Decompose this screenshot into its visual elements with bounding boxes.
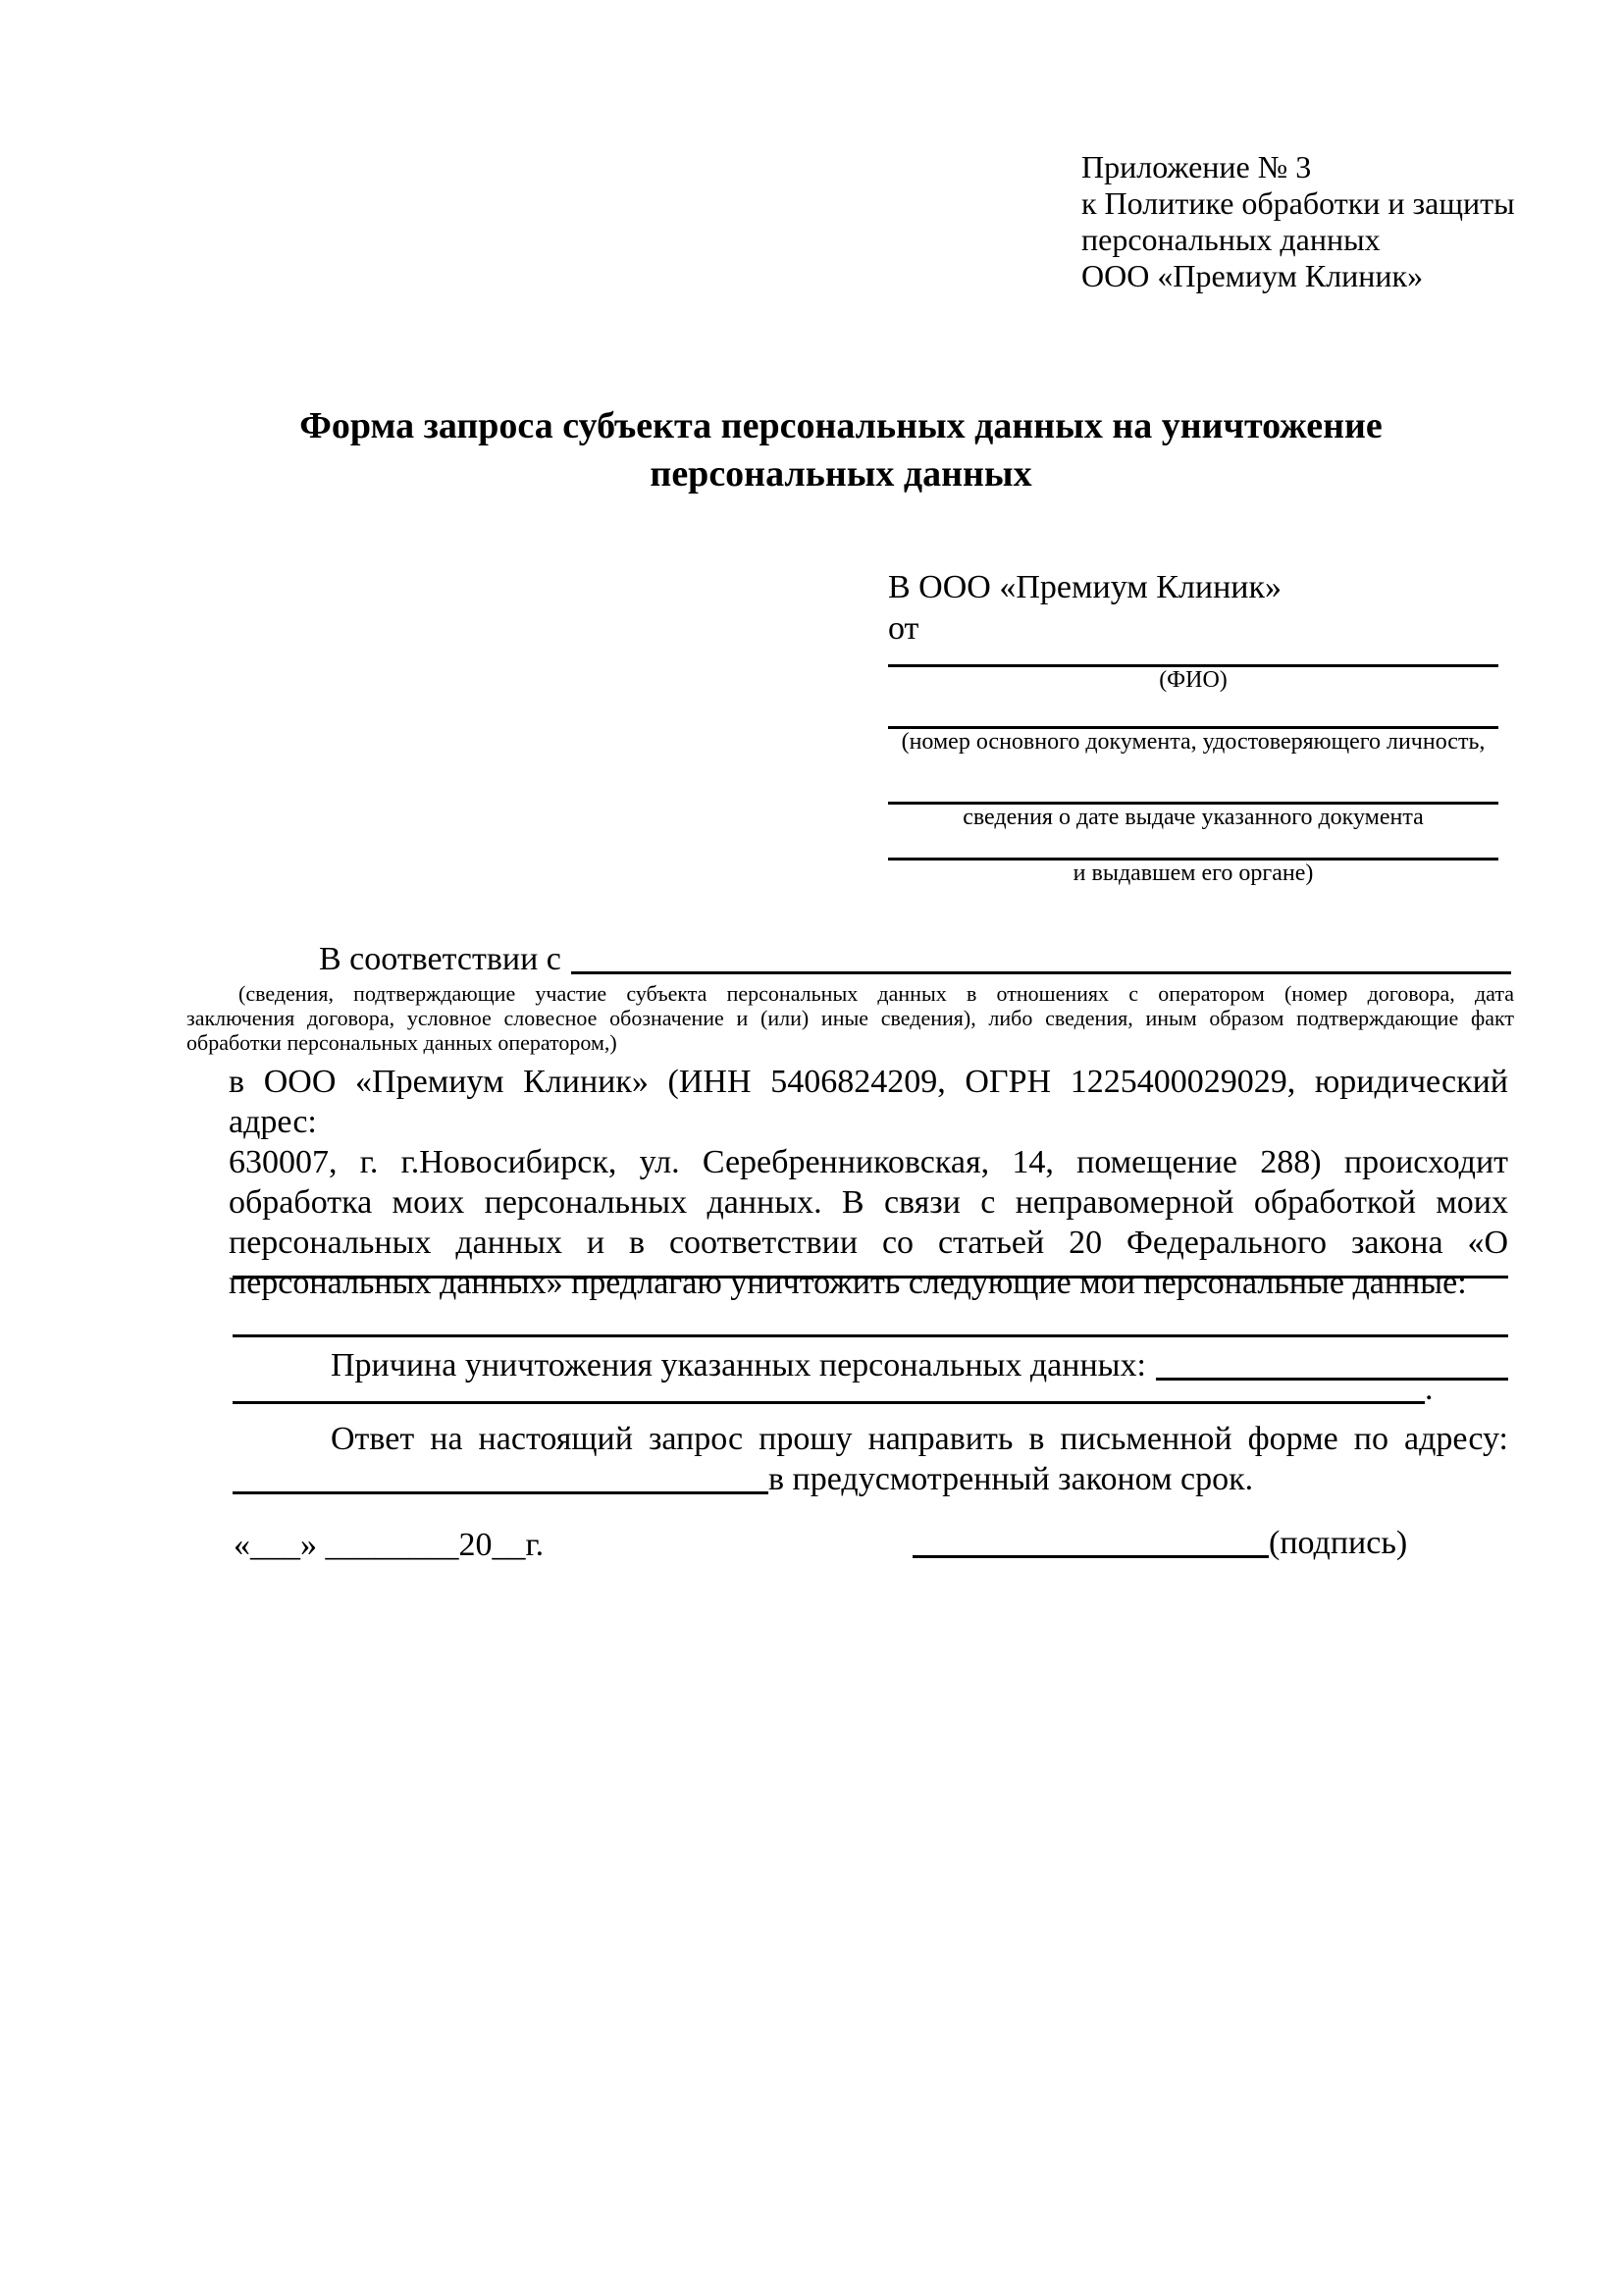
fio-caption: (ФИО)	[1159, 667, 1228, 693]
reason-period: .	[1425, 1371, 1434, 1407]
data-fill-line	[233, 1276, 1508, 1278]
answer-tail: в предусмотренный законом срок.	[768, 1461, 1254, 1497]
accordance-lead: В соответствии с	[319, 941, 561, 977]
doc-date-caption: сведения о дате выдаче указанного документа	[963, 805, 1424, 830]
accordance-note	[186, 981, 1514, 1055]
appendix-line: ООО «Премиум Клиник»	[1081, 258, 1424, 293]
doc-number-caption: (номер основного документа, удостоверяющего личность,	[901, 729, 1486, 755]
appendix-block	[1081, 149, 1515, 294]
data-fill-line	[233, 1334, 1508, 1337]
appendix-line: к Политике обработки и защиты	[1081, 185, 1515, 221]
addressee-to: В ООО «Премиум Клиник»	[888, 569, 1283, 605]
reason-continuation-row	[233, 1370, 1434, 1409]
appendix-line: персональных данных	[1081, 222, 1381, 257]
main-paragraph-line: 630007, г. г.Новосибирск, ул. Серебренниковская, 14, помещение 288) происходит	[229, 1144, 1508, 1180]
answer-paragraph: Ответ на настоящий запрос прошу направить в письменной форме по адресу:	[331, 1421, 1508, 1457]
main-paragraph-line: персональных данных» предлагаю уничтожить следующие мои персональные данные:	[229, 1265, 1467, 1301]
accordance-row	[319, 940, 1511, 979]
reason-fill-line	[233, 1370, 1425, 1404]
accordance-note-line: заключения договора, условное словесное обозначение и (или) иные сведения), либо сведения, иным образом подтверждающие факт	[186, 1006, 1514, 1030]
appendix-line: Приложение № 3	[1081, 149, 1312, 184]
accordance-fill-line	[571, 940, 1511, 974]
date-line: «___» ________20__г.	[234, 1527, 545, 1563]
main-paragraph-line: персональных данных и в соответствии со статьей 20 Федерального закона «О	[229, 1225, 1508, 1261]
accordance-note-line: обработки персональных данных оператором,)	[186, 1030, 617, 1055]
signature-fill-line	[913, 1524, 1269, 1558]
signature-caption: (подпись)	[1269, 1525, 1408, 1561]
main-paragraph-line: обработка моих персональных данных. В связи с неправомерной обработкой моих	[229, 1184, 1508, 1221]
signature-row	[913, 1524, 1407, 1563]
reason-label: Причина уничтожения указанных персональных данных:	[331, 1347, 1146, 1383]
main-paragraph-line: в ООО «Премиум Клиник» (ИНН 5406824209, ОГРН 1225400029029, юридический адрес:	[229, 1064, 1508, 1140]
form-title	[59, 402, 1623, 498]
answer-address-row	[233, 1460, 1253, 1499]
form-title-line: Форма запроса субъекта персональных данных на уничтожение	[299, 405, 1383, 446]
addressee-from-label: от	[888, 610, 919, 647]
doc-issuer-caption: и выдавшем его органе)	[1073, 861, 1314, 886]
main-paragraph	[229, 1062, 1508, 1303]
addressee-block	[888, 567, 1498, 886]
accordance-note-line: (сведения, подтверждающие участие субъекта персональных данных в отношениях с оператором (номер договора, дата	[238, 981, 1514, 1006]
address-fill-line	[233, 1460, 768, 1494]
form-title-line: персональных данных	[650, 453, 1032, 495]
